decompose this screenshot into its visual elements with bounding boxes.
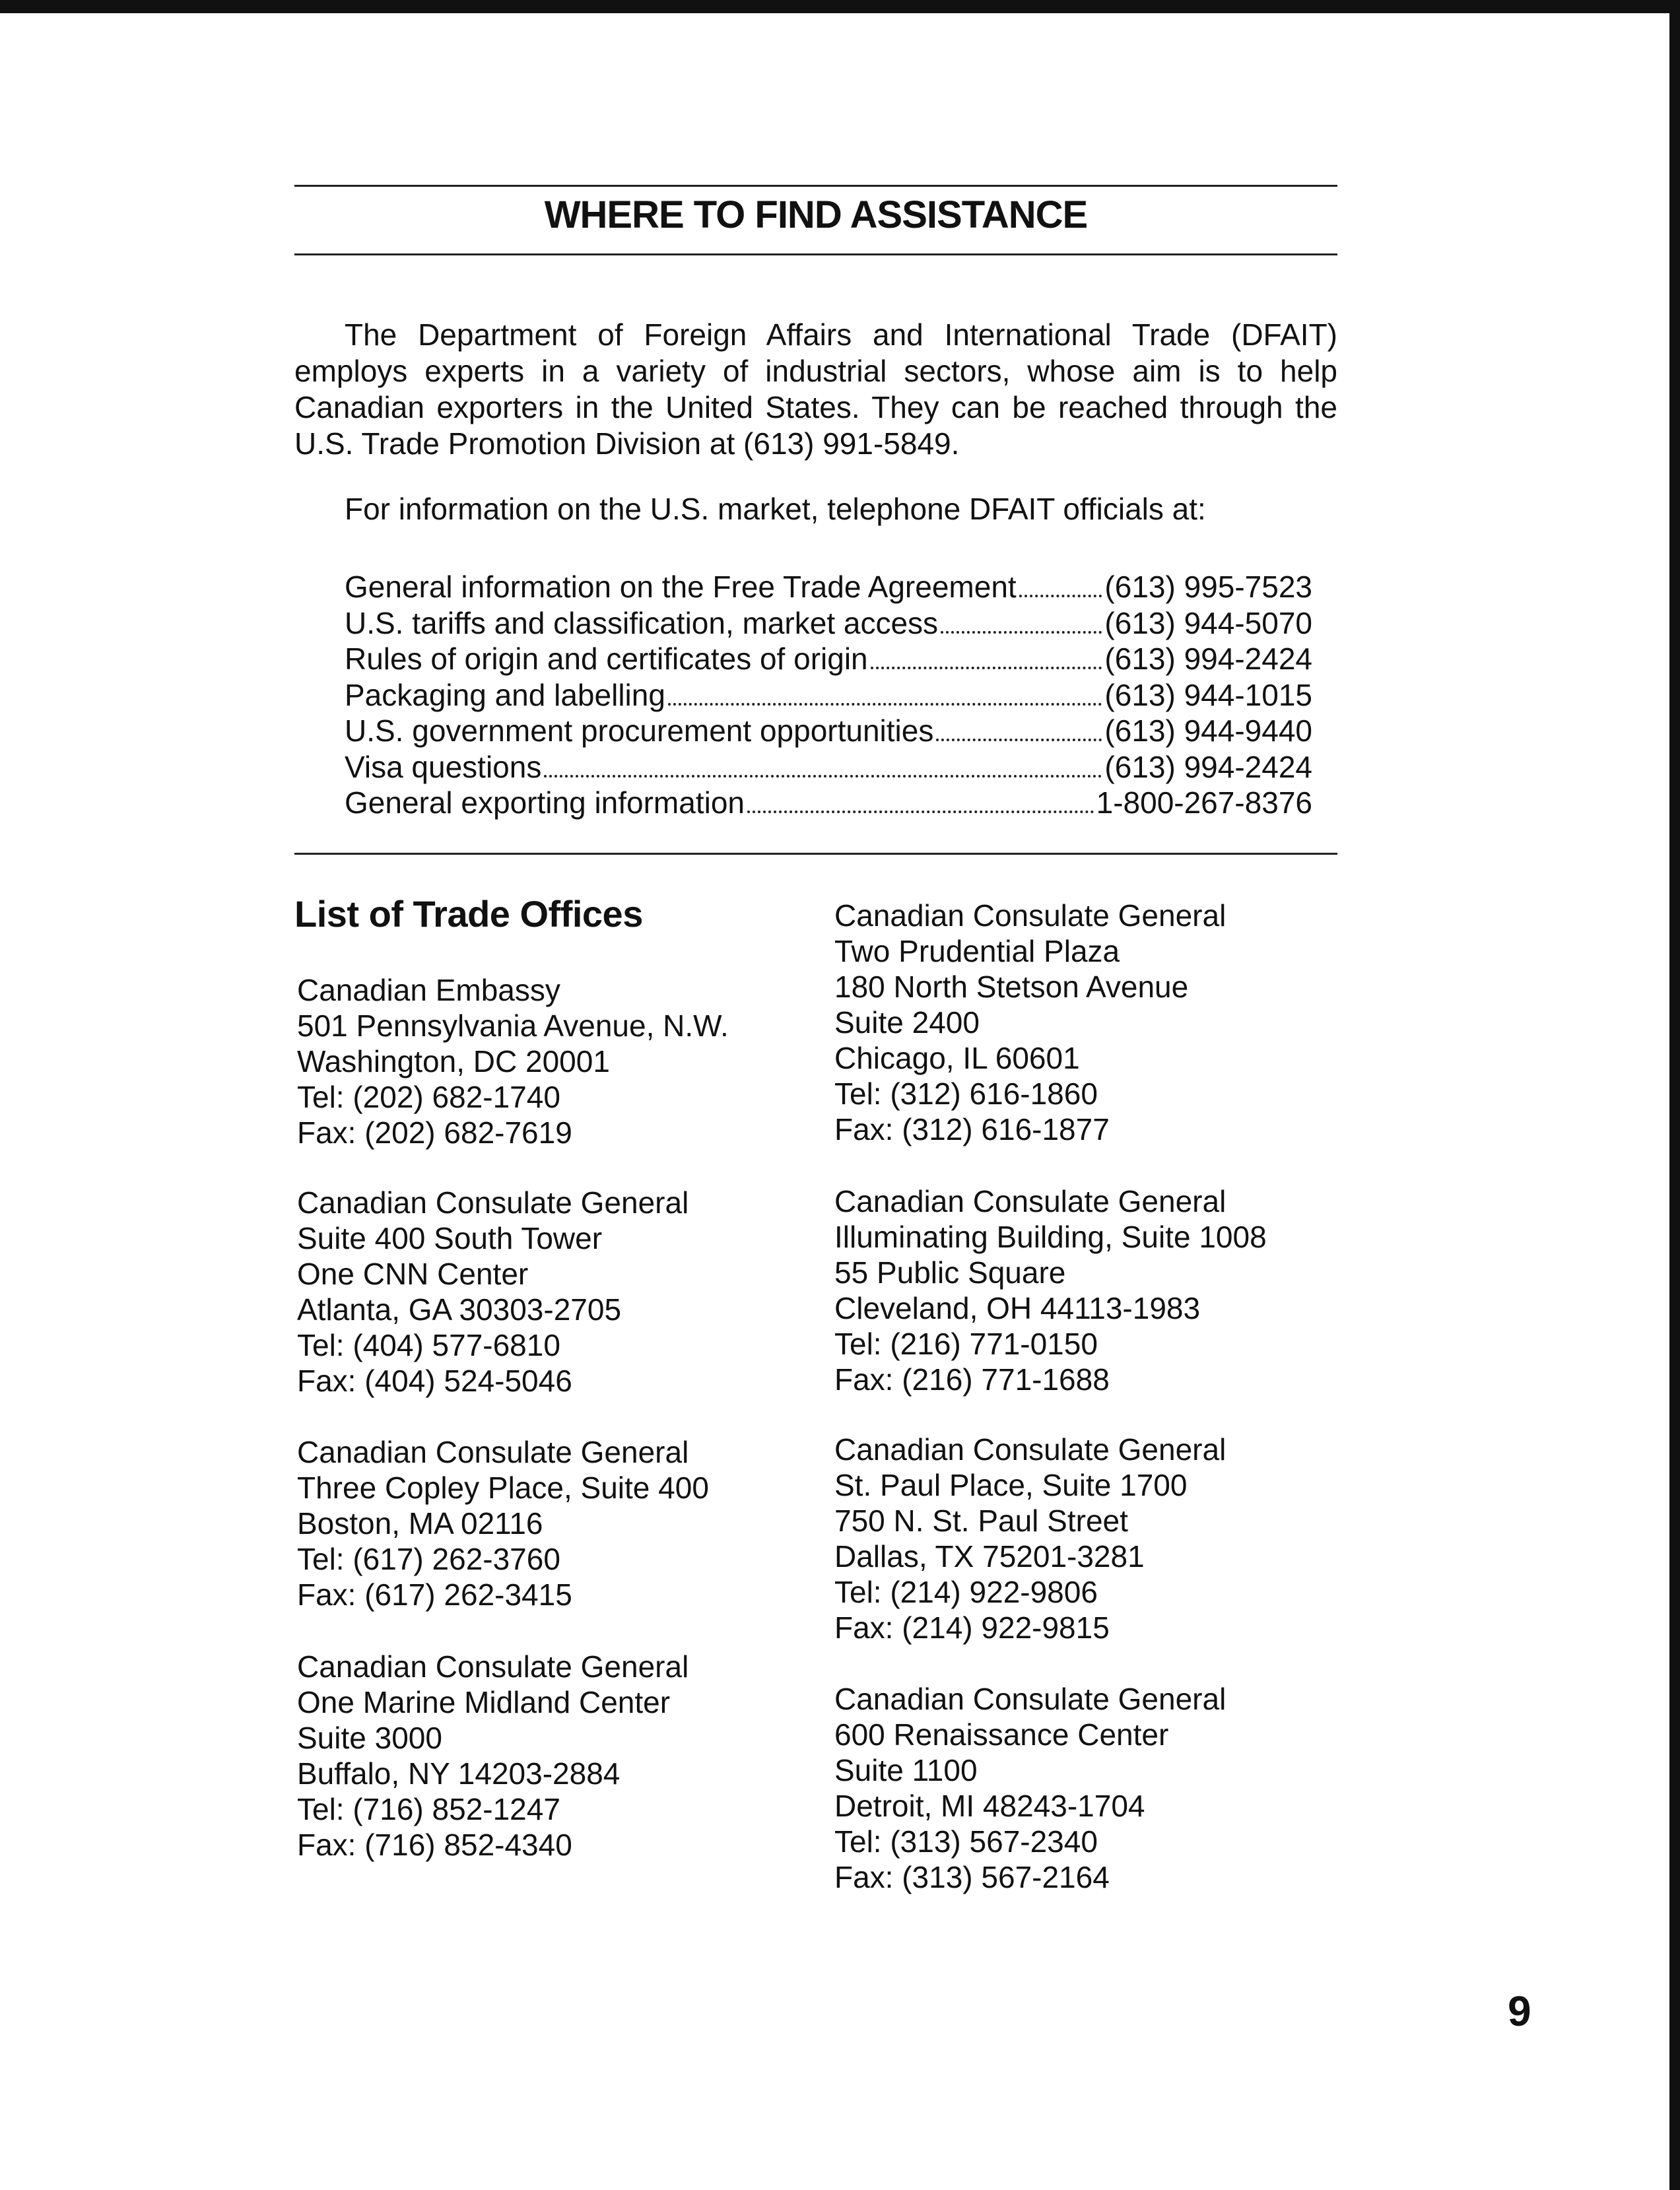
contact-phone: (613) 994-2424 [1104, 642, 1312, 676]
office-line: Two Prudential Plaza [834, 934, 1120, 968]
office-line: 180 North Stetson Avenue [834, 970, 1189, 1004]
section-divider-rule [294, 853, 1337, 855]
office-line: Cleveland, OH 44113-1983 [834, 1291, 1201, 1325]
office-line: Fax: (617) 262-3415 [297, 1577, 572, 1612]
office-line: One Marine Midland Center [297, 1685, 671, 1719]
office-block [834, 1183, 1267, 1397]
office-line: Chicago, IL 60601 [834, 1041, 1080, 1075]
contact-phone: (613) 944-1015 [1104, 677, 1312, 712]
dot-leader [1019, 594, 1102, 597]
office-block [297, 1434, 709, 1612]
office-line: Tel: (216) 771-0150 [834, 1327, 1098, 1361]
dot-leader [668, 702, 1102, 706]
contact-phone: (613) 995-7523 [1104, 570, 1312, 604]
intro-paragraph: The Department of Foreign Affairs and International Trade (DFAIT) employs experts in a variety of industrial sectors, whose aim is to help Canadian exporters in the United States. They can be reached through the U.S. Trade Promotion Division at (613) 991-5849. [294, 317, 1337, 461]
office-line: Canadian Consulate General [297, 1185, 689, 1220]
office-line: Tel: (202) 682-1740 [297, 1080, 560, 1114]
office-line: Fax: (214) 922-9815 [834, 1610, 1110, 1645]
heading-top-rule [294, 185, 1337, 187]
office-line: 750 N. St. Paul Street [834, 1504, 1128, 1538]
office-line: Canadian Consulate General [834, 898, 1226, 933]
office-line: Suite 2400 [834, 1005, 980, 1040]
office-line: Fax: (312) 616-1877 [834, 1112, 1110, 1146]
office-line: Tel: (214) 922-9806 [834, 1575, 1098, 1609]
heading-bottom-rule [294, 253, 1337, 255]
office-line: 501 Pennsylvania Avenue, N.W. [297, 1009, 729, 1043]
contact-row [345, 713, 1312, 749]
trade-offices-title: List of Trade Offices [294, 893, 643, 935]
office-line: Tel: (312) 616-1860 [834, 1077, 1098, 1111]
office-line: Canadian Consulate General [834, 1682, 1226, 1716]
dot-leader [871, 666, 1102, 669]
office-line: Suite 1100 [834, 1753, 978, 1787]
intro-section [294, 317, 1337, 527]
office-line: 600 Renaissance Center [834, 1717, 1169, 1752]
contact-phone: (613) 944-9440 [1104, 713, 1312, 748]
office-block [297, 972, 729, 1150]
office-block [297, 1185, 689, 1399]
contact-row [345, 677, 1312, 713]
dot-leader [747, 810, 1094, 813]
contact-topic: Packaging and labelling [345, 677, 665, 712]
contact-row [345, 641, 1312, 677]
contact-row [345, 749, 1312, 785]
contact-phone: (613) 944-5070 [1104, 605, 1312, 640]
office-line: Canadian Embassy [297, 973, 560, 1007]
contact-row [345, 785, 1312, 821]
office-line: Fax: (716) 852-4340 [297, 1828, 572, 1862]
contact-topic: Visa questions [345, 749, 542, 784]
intro-lead: For information on the U.S. market, telephone DFAIT officials at: [345, 492, 1206, 526]
office-block [297, 1649, 689, 1863]
office-line: Tel: (617) 262-3760 [297, 1542, 560, 1576]
office-line: Tel: (716) 852-1247 [297, 1792, 560, 1826]
office-line: Tel: (404) 577-6810 [297, 1328, 560, 1362]
office-block [834, 898, 1226, 1147]
office-line: Fax: (404) 524-5046 [297, 1364, 572, 1398]
office-line: Suite 400 South Tower [297, 1221, 603, 1255]
office-line: Illuminating Building, Suite 1008 [834, 1220, 1267, 1254]
contact-topic: Rules of origin and certificates of origin [345, 642, 868, 676]
office-line: Canadian Consulate General [297, 1435, 689, 1469]
dot-leader [941, 630, 1102, 634]
contact-topic: General exporting information [345, 785, 745, 820]
page-title: WHERE TO FIND ASSISTANCE [544, 193, 1088, 236]
office-line: Washington, DC 20001 [297, 1044, 610, 1078]
office-line: St. Paul Place, Suite 1700 [834, 1468, 1188, 1502]
office-line: Suite 3000 [297, 1721, 442, 1755]
dot-leader [936, 738, 1102, 741]
office-line: Buffalo, NY 14203-2884 [297, 1756, 621, 1791]
contact-topic: General information on the Free Trade Agreement [345, 570, 1017, 604]
office-line: Fax: (216) 771-1688 [834, 1362, 1110, 1397]
contact-topic: U.S. tariffs and classification, market access [345, 605, 939, 640]
office-block [834, 1681, 1226, 1895]
office-line: Canadian Consulate General [834, 1184, 1226, 1218]
office-line: Dallas, TX 75201-3281 [834, 1539, 1145, 1574]
office-line: Boston, MA 02116 [297, 1506, 543, 1541]
contact-row [345, 569, 1312, 605]
scan-right-edge [1669, 0, 1680, 2190]
contact-phone: 1-800-267-8376 [1096, 785, 1312, 820]
contact-phone: (613) 994-2424 [1104, 749, 1312, 784]
scan-top-edge [0, 0, 1680, 13]
dot-leader [544, 774, 1102, 778]
office-line: Canadian Consulate General [297, 1649, 689, 1684]
office-line: Tel: (313) 567-2340 [834, 1824, 1098, 1859]
office-line: One CNN Center [297, 1257, 529, 1291]
office-block [834, 1432, 1226, 1645]
contact-row [345, 605, 1312, 642]
office-line: Fax: (202) 682-7619 [297, 1115, 572, 1150]
office-line: Detroit, MI 48243-1704 [834, 1789, 1145, 1823]
contact-list [345, 569, 1312, 821]
office-line: Canadian Consulate General [834, 1432, 1226, 1467]
page-number: 9 [1508, 1987, 1531, 2035]
office-line: Three Copley Place, Suite 400 [297, 1471, 709, 1505]
office-line: Fax: (313) 567-2164 [834, 1860, 1110, 1894]
office-line: Atlanta, GA 30303-2705 [297, 1292, 622, 1327]
contact-topic: U.S. government procurement opportunities [345, 713, 934, 748]
office-line: 55 Public Square [834, 1255, 1066, 1290]
